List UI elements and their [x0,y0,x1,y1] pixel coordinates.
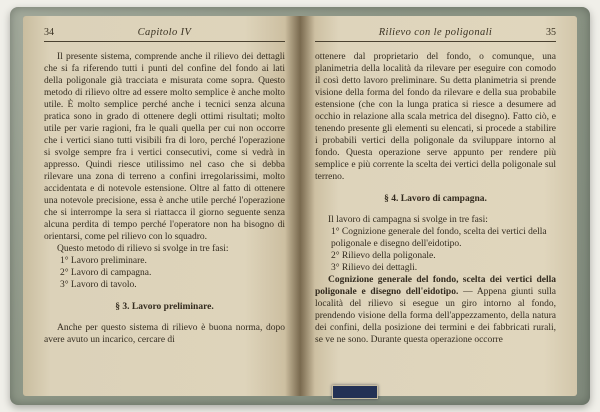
paragraph-continuation: — Appena giunti sulla località del rilievo si esegue un giro intorno al fondo, prendendo visione della forma dell'appezzamento, della natura dei confini, della posizione dei termini e dei fabbricati rurali, se ve ne sono. Durante questa operazione occorre [315,287,556,345]
paragraph: Questo metodo di rilievo si svolge in tre fasi: [57,244,229,254]
paragraph [315,274,556,346]
library-stamp [332,385,378,399]
section-heading: § 3. Lavoro preliminare. [115,302,214,312]
page-number-left: 34 [44,27,54,38]
list-item: 3° Rilievo dei dettagli. [331,263,418,273]
running-title-right: Rilievo con le poligonali [378,27,493,38]
paragraph: Il presente sistema, comprende anche il rilievo dei dettagli che si fa riferendo tutti i punti del confine del fondo ai lati della poligonale già tracciata e misurata come sopra. Questo metodo di rilievo oltre ad essere molto semplice è anche molto utile. È molto semplice perché anche i tecnici senza alcuna pratica sono in grado di ottenere degli ottimi risultati; molto utile per varie ragioni, fra le quali quella per cui non occorre che i vertici siano tutti visibili fra di loro, perché l'operazione si svolge sempre fra i vertici consecutivi, come si vedrà in appresso. Quindi riesce utilissimo nel caso che si debba rilevare una zona di terreno a confini irregolarissimi, molto accidentata e di notevole estensione. Oltre al fatto di ottenere una notevole precisione, essa è anche utile perché l'operazione che si interrompe la sera si riattacca il giorno seguente senza alcuna perdita di tempo perché l'operatore non ha bisogno di orientarsi, come pel rilievo con lo squadro. [44,52,285,242]
bold-lead: Cognizione generale del fondo, scelta dei vertici della poligonale e disegno dell'eidotipo. [315,275,556,297]
open-book-spread [23,16,577,396]
page-number-right: 35 [546,27,556,38]
list-item: 2° Lavoro di campagna. [60,268,152,278]
paragraph: ottenere dal proprietario del fondo, o comunque, una planimetria della località da rilevare per eseguire con comodo il così detto lavoro preliminare. Su detta planimetria si prende visione della forma del fondo da rilevare e della sua probabile estensione (che con la lunga pratica si riesce a desumere ad occhio in relazione alla scala metrica del disegno). Fatto ciò, e tenendo presente gli elementi su elencati, si procede a stabilire i probabili vertici della poligonale da sviluppare intorno al fondo. Questa operazione serve appunto per rendere più semplice e più corrente la scelta dei vertici della poligonale sul terreno. [315,52,556,182]
body-text-right [315,51,556,346]
section-heading: § 4. Lavoro di campagna. [384,194,487,204]
paragraph: Anche per questo sistema di rilievo è buona norma, dopo avere avuto un incarico, cercare di [44,323,285,345]
list-item: 2° Rilievo della poligonale. [331,251,436,261]
list-item: 1° Lavoro preliminare. [60,256,147,266]
running-title-left: Capitolo IV [137,27,192,38]
page-header-left [44,27,285,42]
page-right [300,16,577,396]
list-item: 3° Lavoro di tavolo. [60,280,137,290]
list-item: 1° Cognizione generale del fondo, scelta dei vertici della poligonale e disegno dell'eidotipo. [331,227,547,249]
paragraph: Il lavoro di campagna si svolge in tre fasi: [328,215,488,225]
page-header-right [315,27,556,42]
book-cover [10,7,590,405]
page-left [23,16,300,396]
body-text-left [44,51,285,346]
